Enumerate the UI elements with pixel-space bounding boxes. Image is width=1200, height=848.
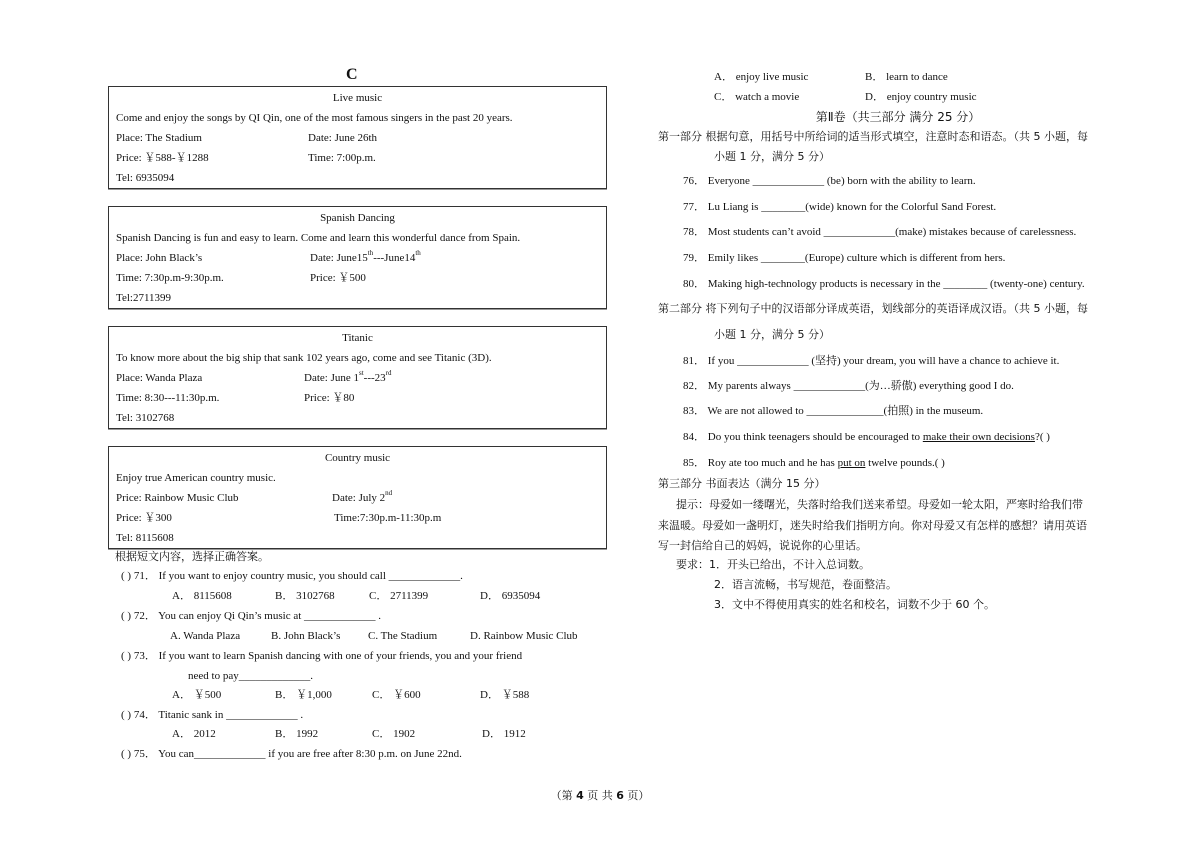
- ad-title: Live music: [332, 92, 383, 104]
- writing-prompt-line: 写一封信给自己的妈妈，说说你的心里话。: [658, 539, 867, 552]
- ad-titanic: [108, 326, 607, 429]
- answer-bracket[interactable]: ( ): [121, 610, 132, 622]
- question-84: [683, 427, 1050, 447]
- question-text: 72． You can enjoy Qi Qin’s music at _____________ .: [133, 610, 382, 622]
- answer-bracket[interactable]: ( ): [121, 570, 132, 582]
- ad-row: [109, 128, 606, 148]
- ad-place: Place: The Stadium: [116, 132, 202, 144]
- ad-date-sup: st: [358, 369, 364, 377]
- ad-date: Date: June 26th: [308, 132, 378, 144]
- ad-place: Price: Rainbow Music Club: [116, 492, 239, 504]
- ad-desc: Enjoy true American country music.: [116, 472, 276, 484]
- ad-time: Time:7:30p.m-11:30p.m: [334, 512, 442, 524]
- ad-desc: To know more about the big ship that sank 102 years ago, come and see Titanic (3D).: [116, 352, 492, 364]
- ad-row: [109, 268, 606, 288]
- question-75: [121, 744, 462, 764]
- question-text: 85． Roy ate too much and he has: [683, 457, 838, 469]
- ad-row: [109, 388, 606, 408]
- question-83: 83． We are not allowed to ______________(拍照) in the museum.: [683, 405, 984, 417]
- ad-price: Price: ￥300: [116, 512, 172, 524]
- ad-tel: Tel: 8115608: [116, 532, 174, 544]
- option-c: C． 2711399: [369, 590, 429, 602]
- answer-bracket[interactable]: ( ): [121, 709, 132, 721]
- writing-prompt-line: 提示：母爱如一缕曙光，失落时给我们送来希望。母爱如一轮太阳，严寒时给我们带: [676, 498, 1083, 511]
- option-c: C． ￥600: [372, 689, 421, 701]
- option-b: B． ￥1,000: [275, 689, 332, 701]
- ad-tel: Tel:2711399: [116, 292, 172, 304]
- option-a: A. Wanda Plaza: [170, 630, 241, 642]
- writing-prompt-line: 来温暖。母爱如一盏明灯，迷失时给我们指明方向。你对母爱又有怎样的感想？请用英语: [658, 519, 1087, 532]
- question-80: 80． Making high-technology products is necessary in the ________ (twenty-one) century.: [683, 278, 1085, 290]
- paper-2-title: 第Ⅱ卷（共三部分 满分 25 分）: [815, 110, 981, 124]
- ad-live-music: [108, 86, 607, 189]
- ad-row: [109, 248, 606, 268]
- page-total: 6: [616, 789, 624, 802]
- requirement-1: 要求：1．开头已给出，不计入总词数。: [676, 558, 870, 571]
- ad-price: Price: ￥500: [310, 272, 366, 284]
- ad-date: [310, 248, 421, 268]
- option-d: D． 1912: [482, 728, 526, 740]
- question-text: 71． If you want to enjoy country music, you should call _____________.: [133, 570, 463, 582]
- question-73: [121, 646, 522, 666]
- ad-date-sup: rd: [385, 369, 392, 377]
- question-text: 75． You can_____________ if you are free after 8:30 p.m. on June 22nd.: [133, 748, 462, 760]
- question-text-cont: need to pay_____________.: [188, 670, 313, 682]
- answer-bracket[interactable]: ( ): [121, 748, 132, 760]
- ad-date-part: ---23: [363, 372, 386, 384]
- question-78: 78． Most students can’t avoid _____________(make) mistakes because of carelessness.: [683, 226, 1077, 238]
- page-number: 4: [576, 789, 584, 802]
- page-footer: [0, 787, 1200, 803]
- ad-place: Place: Wanda Plaza: [116, 372, 203, 384]
- option-c: C． watch a movie: [714, 91, 800, 103]
- underlined-phrase: make their own decisions: [922, 431, 1035, 443]
- reading-instruction: 根据短文内容，选择正确答案。: [115, 550, 269, 563]
- part-1-heading-cont: 小题 1 分，满分 5 分）: [714, 150, 830, 163]
- ad-country-music: [108, 446, 607, 549]
- ad-desc: Spanish Dancing is fun and easy to learn. Come and learn this wonderful dance from Spain.: [116, 232, 521, 244]
- ad-desc: Come and enjoy the songs by QI Qin, one of the most famous singers in the past 20 years.: [116, 112, 513, 124]
- question-74: [121, 705, 303, 725]
- question-text: 73． If you want to learn Spanish dancing with one of your friends, you and your friend: [133, 650, 523, 662]
- ad-title: Titanic: [342, 332, 373, 344]
- option-b: B． 1992: [275, 728, 319, 740]
- requirement-3: 3．文中不得使用真实的姓名和校名，词数不少于 60 个。: [714, 598, 995, 611]
- ad-price: Price: ￥588-￥1288: [116, 152, 209, 164]
- ad-price: Price: ￥80: [304, 392, 355, 404]
- option-c: C. The Stadium: [368, 630, 438, 642]
- option-b: B. John Black’s: [271, 630, 341, 642]
- part-1-heading: 第一部分 根据句意，用括号中所给词的适当形式填空，注意时态和语态。（共 5 小题，每: [658, 130, 1088, 143]
- option-d: D． enjoy country music: [865, 91, 977, 103]
- answer-bracket[interactable]: ?( ): [1034, 431, 1050, 443]
- option-a: A． 2012: [172, 728, 216, 740]
- answer-bracket[interactable]: twelve pounds.( ): [865, 457, 945, 469]
- ad-spanish-dancing: [108, 206, 607, 309]
- ad-date: [332, 488, 392, 508]
- ad-title: Spanish Dancing: [320, 212, 395, 224]
- ad-date-part: Date: July 2: [332, 492, 386, 504]
- footer-text: （第: [550, 789, 577, 802]
- question-85: [683, 453, 945, 473]
- footer-text: 页）: [623, 789, 650, 802]
- section-letter: C: [346, 66, 358, 83]
- question-text: 84． Do you think teenagers should be encouraged to: [683, 431, 923, 443]
- option-a: A． ￥500: [172, 689, 222, 701]
- question-71: [121, 566, 463, 586]
- option-b: B． 3102768: [275, 590, 335, 602]
- ad-time: Time: 7:00p.m.: [308, 152, 376, 164]
- ad-date-part: ---June14: [373, 252, 416, 264]
- option-c: C． 1902: [372, 728, 416, 740]
- question-81: 81． If you _____________ (坚持) your dream, you will have a chance to achieve it.: [683, 355, 1060, 367]
- ad-date-part: Date: June15: [310, 252, 368, 264]
- ad-time: Time: 8:30---11:30p.m.: [116, 392, 220, 404]
- ad-title: Country music: [324, 452, 391, 464]
- option-a: A． 8115608: [172, 590, 232, 602]
- question-77: 77． Lu Liang is ________(wide) known for the Colorful Sand Forest.: [683, 201, 997, 213]
- option-d: D． ￥588: [480, 689, 530, 701]
- answer-bracket[interactable]: ( ): [121, 650, 132, 662]
- option-d: D． 6935094: [480, 590, 541, 602]
- option-b: B． learn to dance: [865, 71, 948, 83]
- ad-time: Time: 7:30p.m-9:30p.m.: [116, 272, 224, 284]
- footer-text: 页 共: [583, 789, 617, 802]
- ad-row: [109, 488, 606, 508]
- option-d: D. Rainbow Music Club: [470, 630, 578, 642]
- ad-tel: Tel: 6935094: [116, 172, 175, 184]
- ad-date-sup: nd: [385, 489, 393, 497]
- ad-date-sup: th: [367, 249, 374, 257]
- ad-row: [109, 368, 606, 388]
- ad-row: [109, 148, 606, 168]
- ad-date: [304, 368, 392, 388]
- ad-place: Place: John Black’s: [116, 252, 203, 264]
- underlined-phrase: put on: [837, 457, 866, 469]
- part-2-heading-cont: 小题 1 分，满分 5 分）: [714, 328, 830, 341]
- part-2-heading: 第二部分 将下列句子中的汉语部分译成英语，划线部分的英语译成汉语。（共 5 小题，每: [658, 302, 1088, 315]
- ad-date-sup: th: [415, 249, 421, 257]
- requirement-2: 2．语言流畅，书写规范，卷面整洁。: [714, 578, 897, 591]
- question-82: 82． My parents always _____________(为…骄傲) everything good I do.: [683, 380, 1014, 392]
- ad-row: [109, 508, 606, 528]
- ad-date-part: Date: June 1: [304, 372, 359, 384]
- option-a: A． enjoy live music: [714, 71, 809, 83]
- ad-tel: Tel: 3102768: [116, 412, 175, 424]
- part-3-heading: 第三部分 书面表达（满分 15 分）: [658, 477, 826, 490]
- question-72: [121, 606, 381, 626]
- question-text: 74． Titanic sank in _____________ .: [133, 709, 304, 721]
- question-76: 76． Everyone _____________ (be) born with the ability to learn.: [683, 175, 976, 187]
- question-79: 79． Emily likes ________(Europe) culture which is different from hers.: [683, 252, 1006, 264]
